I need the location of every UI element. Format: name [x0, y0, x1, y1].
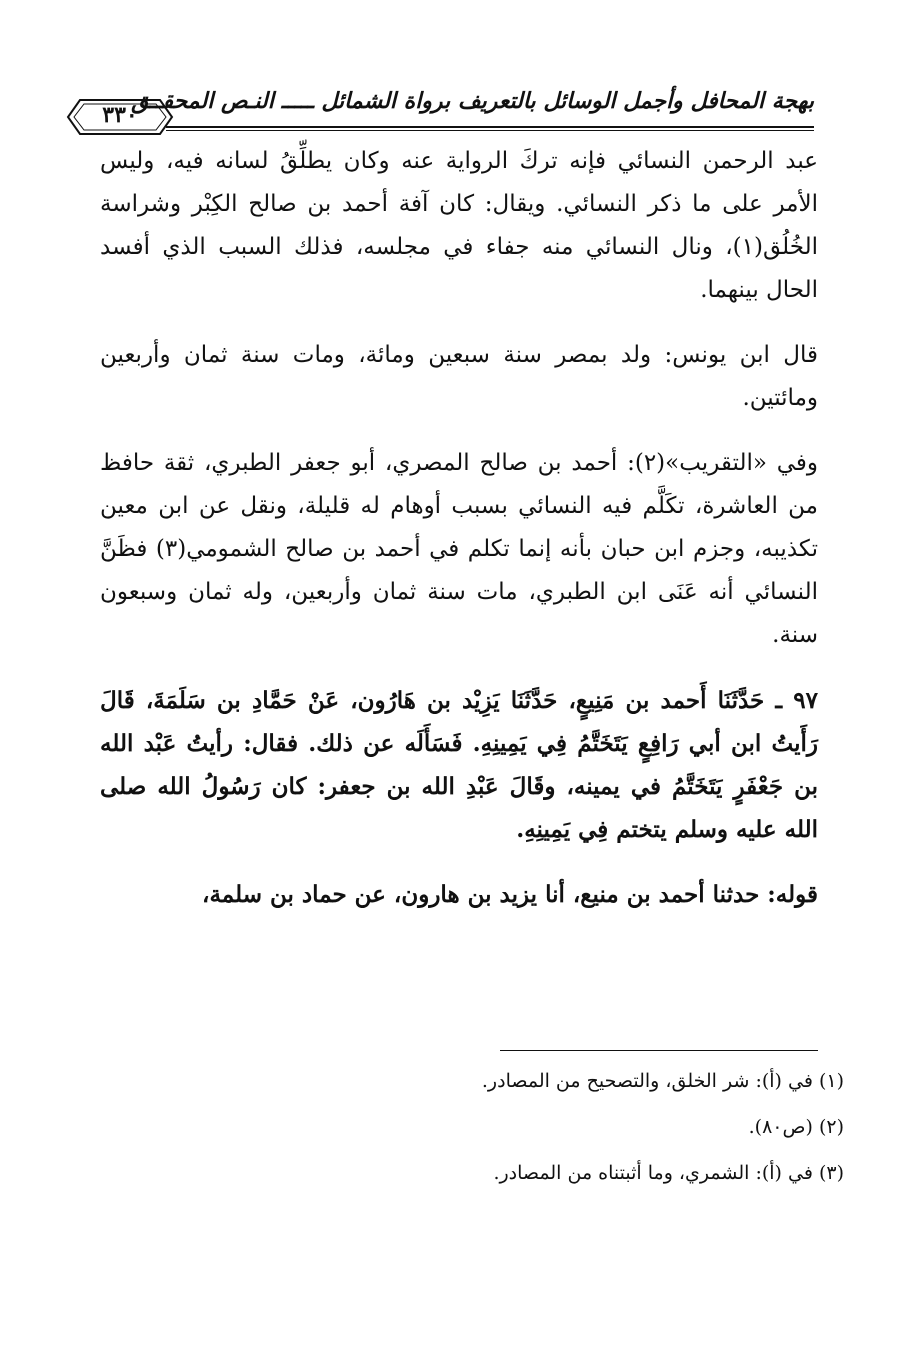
footnote-separator [500, 1050, 818, 1051]
paragraph-3: وفي «التقريب»(٢): أحمد بن صالح المصري، أبو جعفر الطبري، ثقة حافظ من العاشرة، تكَلَّم فيه النسائي بسبب أوهام له قليلة، ونقل عن ابن معين تكذيبه، وجزم ابن حبان بأنه إنما تكلم في أحمد بن صالح الشمومي(٣) فظَنَّ النسائي أنه عَنَى ابن الطبري، مات سنة ثمان وأربعين، وله ثمان وسبعون سنة. [100, 450, 818, 648]
running-title: بهجة المحافل وأجمل الوسائل بالتعريف برواة الشمائل ـــــ النـص المحقــق [131, 88, 814, 114]
paragraph-2: قال ابن يونس: ولد بمصر سنة سبعين ومائة، ومات سنة ثمان وأربعين ومائتين. [100, 342, 818, 411]
commentary-paragraph: قوله: حدثنا أحمد بن منيع، أنا يزيد بن هارون، عن حماد بن سلمة، [202, 881, 818, 908]
paragraph-1: عبد الرحمن النسائي فإنه تركَ الرواية عنه وكان يطلِّقُ لسانه فيه، وليس الأمر على ما ذكر النسائي. ويقال: كان آفة أحمد بن صالح الكِبْر وشراسة الخُلُق(١)، ونال النسائي منه جفاء في مجلسه، فذلك السبب الذي أفسد الحال بينهما. [100, 148, 818, 303]
hadith-97: ٩٧ ـ حَدَّثَنَا أَحمد بن مَنِيعٍ، حَدَّثَنَا يَزِيْد بن هَارُون، عَنْ حَمَّادِ بن سَلَمَةَ، قَالَ رَأَيتُ ابن أبي رَافِعٍ يَتَخَتَّمُ فِي يَمِينِهِ. فَسَأَلَه عن ذلك. فقال: رأيتُ عَبْد الله بن جَعْفَرٍ يَتَخَتَّمُ في يمينه، وقَالَ عَبْدِ الله بن جعفر: كان رَسُولُ الله صلى الله عليه وسلم يتختم فِي يَمِينِهِ. [100, 687, 818, 843]
page-header [66, 86, 814, 138]
main-text [100, 140, 818, 938]
page-number-frame [66, 98, 174, 136]
footnote-3: (٣) في (أ): الشمري، وما أثبتناه من المصادر. [493, 1162, 844, 1184]
page-number: ٣٣٠ [102, 102, 138, 128]
header-rule [166, 126, 814, 131]
footnote-2: (٢) (ص٨٠). [748, 1116, 844, 1138]
footnotes [100, 1058, 844, 1196]
footnote-1: (١) في (أ): شر الخلق، والتصحيح من المصادر. [481, 1070, 844, 1092]
